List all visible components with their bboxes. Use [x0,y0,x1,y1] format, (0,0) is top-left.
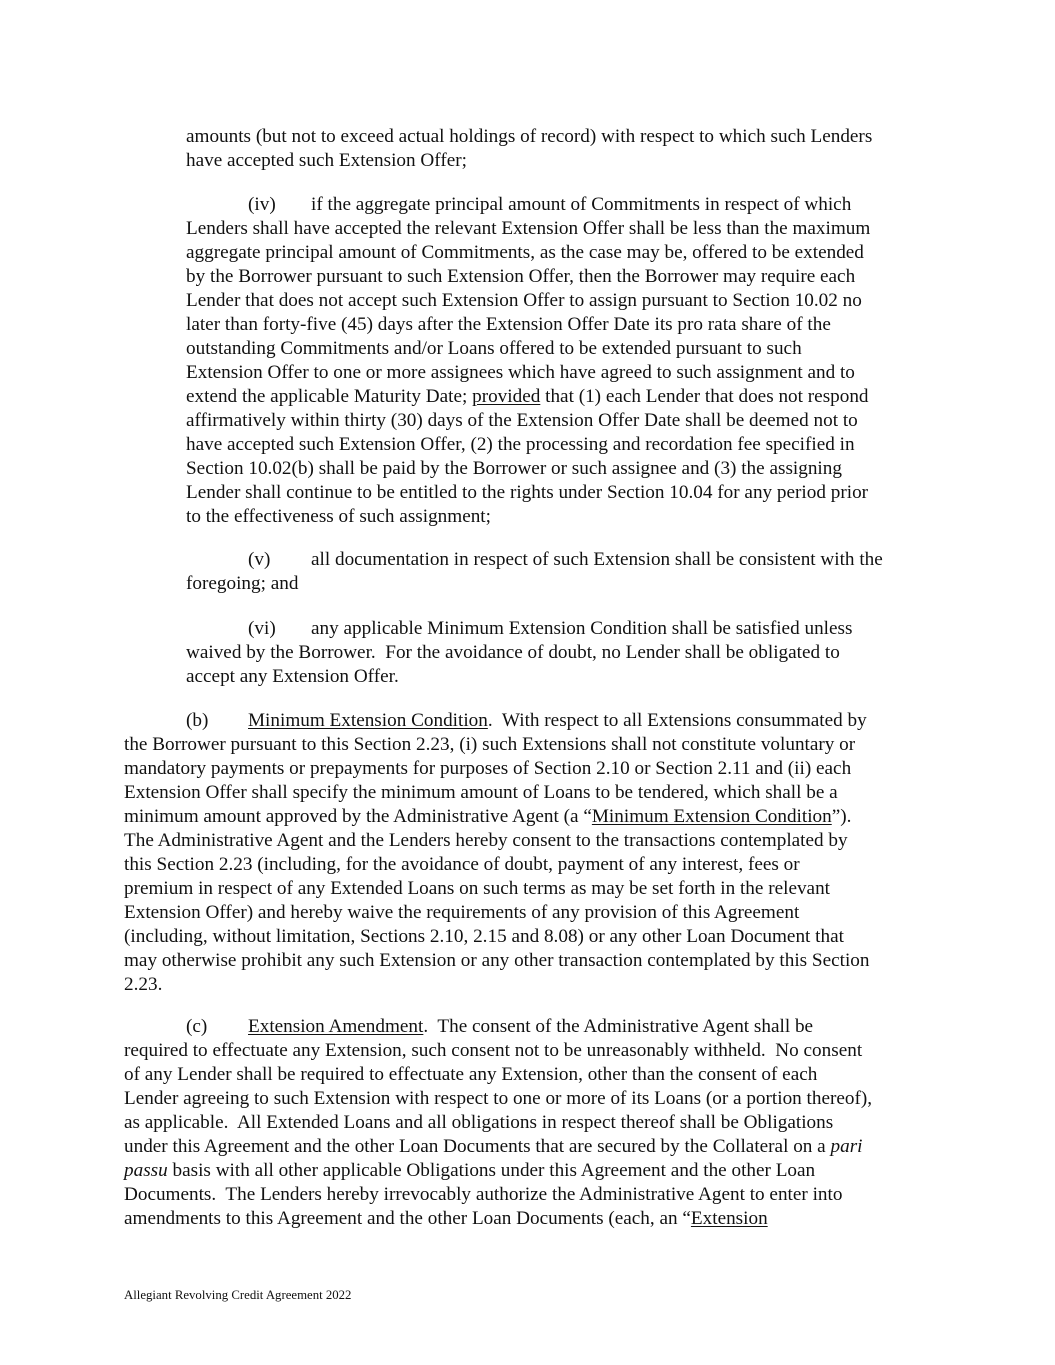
text-line: amounts (but not to exceed actual holdings of record) with respect to which such Lenders [186,126,873,147]
text-line: (including, without limitation, Sections 2.10, 2.15 and 8.08) or any other Loan Document that [124,926,844,947]
text-line: outstanding Commitments and/or Loans offered to be extended pursuant to such [186,338,802,359]
text-line: The Administrative Agent and the Lenders hereby consent to the transactions contemplated by [124,830,848,851]
text-line: Extension Offer shall specify the minimum amount of Loans to be tendered, which shall be a [124,782,838,803]
section-heading-b: Minimum Extension Condition [248,710,488,731]
text-line: to the effectiveness of such assignment; [186,506,491,527]
text-line [186,385,869,409]
text-line: Documents. The Lenders hereby irrevocably authorize the Administrative Agent to enter into [124,1184,843,1205]
text-segment: under this Agreement and the other Loan Documents that are secured by the Collateral on a [124,1136,831,1157]
text-segment: extend the applicable Maturity Date; [186,386,473,407]
text-line: all documentation in respect of such Extension shall be consistent with the [311,549,883,570]
text-line: Lenders shall have accepted the relevant Extension Offer shall be less than the maximum [186,218,871,239]
text-line [124,1159,815,1183]
text-line: Extension Offer to one or more assignees which have agreed to such assignment and to [186,362,855,383]
text-line: if the aggregate principal amount of Commitments in respect of which [311,194,852,215]
text-line: waived by the Borrower. For the avoidance of doubt, no Lender shall be obligated to [186,642,840,663]
text-line [124,1207,768,1231]
text-line: aggregate principal amount of Commitments, as the case may be, offered to be extended [186,242,864,263]
item-number-vi: (vi) [248,618,276,639]
text-line: affirmatively within thirty (30) days of the Extension Offer Date shall be deemed not to [186,410,858,431]
text-line: Lender shall continue to be entitled to the rights under Section 10.04 for any period prior [186,482,869,503]
text-line: required to effectuate any Extension, such consent not to be unreasonably withheld. No consent [124,1040,863,1061]
text-line [124,805,851,829]
text-line: the Borrower pursuant to this Section 2.23, (i) such Extensions shall not constitute voluntary or [124,734,856,755]
italic-term-passu: passu [124,1160,168,1181]
text-segment: amendments to this Agreement and the other Loan Documents (each, an “ [124,1208,691,1229]
text-segment: . With respect to all Extensions consummated by [487,710,867,731]
item-number-iv: (iv) [248,194,276,215]
item-number-v: (v) [248,549,271,570]
text-line: Lender agreeing to such Extension with respect to one or more of its Loans (or a portion thereof), [124,1088,873,1109]
text-line [248,1015,813,1039]
text-line: later than forty-five (45) days after the Extension Offer Date its pro rata share of the [186,314,831,335]
text-segment: basis with all other applicable Obligations under this Agreement and the other Loan [167,1160,816,1181]
section-heading-c: Extension Amendment [248,1016,424,1037]
text-line [248,709,867,733]
section-number-b: (b) [186,710,209,731]
page-footer: Allegiant Revolving Credit Agreement 2022 [124,1288,352,1302]
text-line: Section 10.02(b) shall be paid by the Borrower or such assignee and (3) the assigning [186,458,842,479]
text-segment: . The consent of the Administrative Agent shall be [423,1016,814,1037]
text-line: premium in respect of any Extended Loans on such terms as may be set forth in the relevant [124,878,830,899]
text-line: foregoing; and [186,573,299,594]
text-line: any applicable Minimum Extension Condition shall be satisfied unless [311,618,853,639]
defined-term-extension: Extension [690,1208,768,1229]
text-line: 2.23. [124,974,163,995]
text-line: by the Borrower pursuant to such Extension Offer, then the Borrower may require each [186,266,856,287]
text-line: of any Lender shall be required to effectuate any Extension, other than the consent of each [124,1064,818,1085]
text-line: as applicable. All Extended Loans and all obligations in respect thereof shall be Obligations [124,1112,834,1133]
italic-term-pari: pari [830,1136,863,1157]
defined-term-provided: provided [472,386,541,407]
text-segment: minimum amount approved by the Administrative Agent (a “ [124,806,592,827]
text-line: accept any Extension Offer. [186,666,399,687]
section-number-c: (c) [186,1016,208,1037]
text-line: have accepted such Extension Offer, (2) the processing and recordation fee specified in [186,434,855,455]
text-line: this Section 2.23 (including, for the avoidance of doubt, payment of any interest, fees or [124,854,800,875]
text-line: have accepted such Extension Offer; [186,150,467,171]
text-line: Lender that does not accept such Extension Offer to assign pursuant to Section 10.02 no [186,290,862,311]
defined-term-minimum-extension-condition: Minimum Extension Condition [591,806,832,827]
text-line: Extension Offer) and hereby waive the requirements of any provision of this Agreement [124,902,800,923]
text-line [124,1135,863,1159]
text-segment: ”). [831,806,852,827]
text-line: mandatory payments or prepayments for purposes of Section 2.10 or Section 2.11 and (ii) each [124,758,852,779]
text-line: may otherwise prohibit any such Extension or any other transaction contemplated by this Section [124,950,870,971]
text-segment: that (1) each Lender that does not respond [540,386,869,407]
